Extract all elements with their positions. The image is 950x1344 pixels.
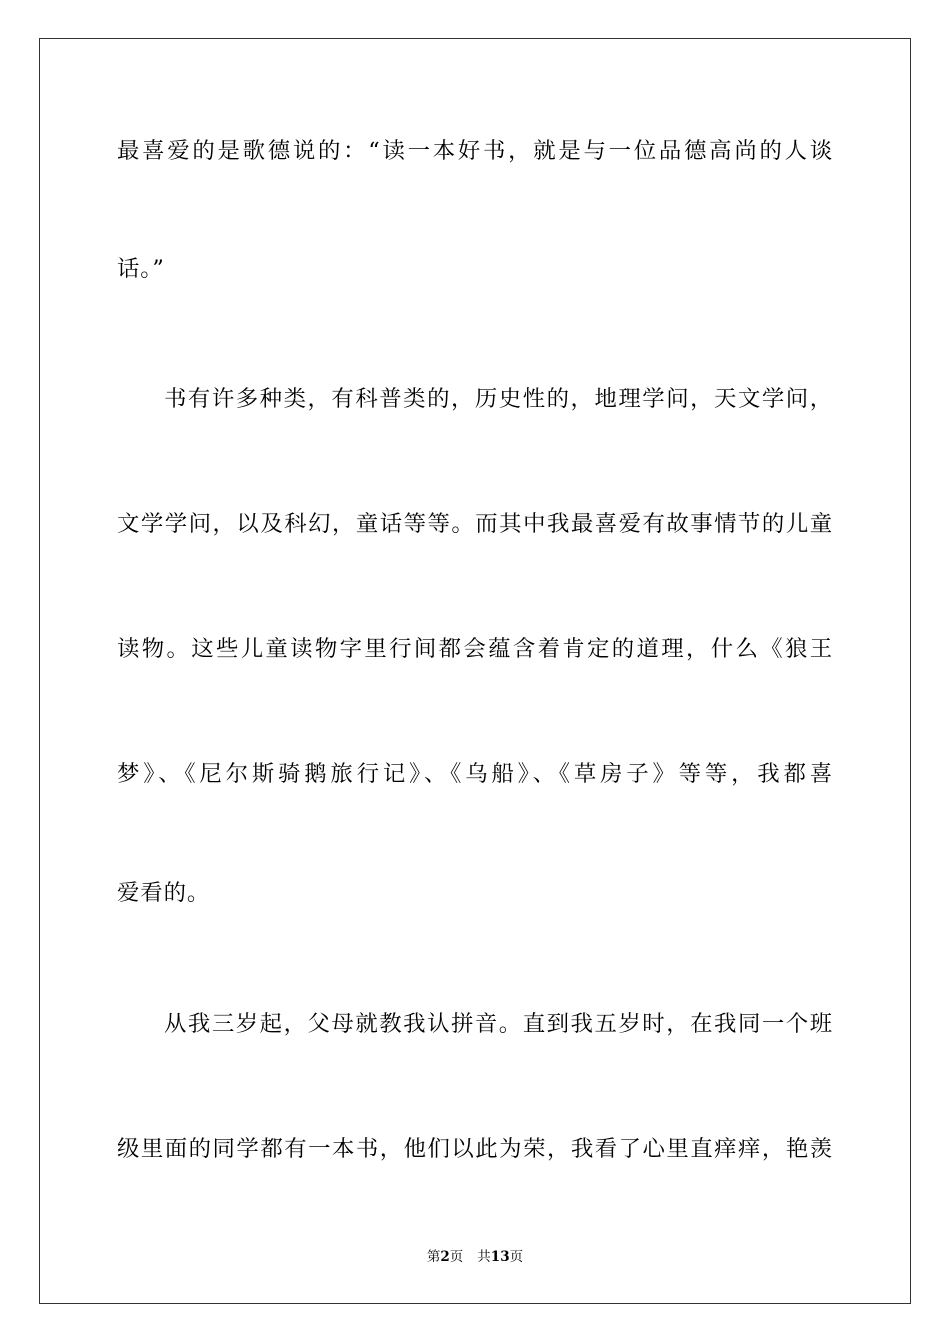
- text-line-8: 从我三岁起，父母就教我认拼音。直到我五岁时，在我同一个班: [164, 1011, 833, 1037]
- footer-total-suffix: 页: [509, 1249, 524, 1265]
- text-line-7: 爱看的。: [117, 880, 211, 906]
- text-line-9: 级里面的同学都有一本书，他们以此为荣，我看了心里直痒痒，艳羡: [117, 1136, 833, 1162]
- footer-page-prefix: 第: [426, 1249, 441, 1265]
- text-line-1: 最喜爱的是歌德说的：“读一本好书，就是与一位品德高尚的人谈: [117, 138, 833, 164]
- text-line-3: 书有许多种类，有科普类的，历史性的，地理学问，天文学问，: [164, 386, 833, 412]
- text-line-4: 文学学问，以及科幻，童话等等。而其中我最喜爱有故事情节的儿童: [117, 511, 833, 537]
- footer-page-suffix: 页: [449, 1249, 464, 1265]
- text-line-5: 读物。这些儿童读物字里行间都会蕴含着肯定的道理，什么《狼王: [117, 636, 833, 662]
- page-frame: [39, 38, 911, 1304]
- text-line-2: 话。”: [117, 256, 165, 282]
- footer-page-number: 2: [440, 1249, 450, 1265]
- footer-total-prefix: 共: [477, 1249, 491, 1265]
- footer-total-pages: 13: [490, 1249, 510, 1265]
- page-footer: [0, 1247, 950, 1267]
- text-line-6: 梦》、《尼尔斯骑鹅旅行记》、《乌船》、《草房子》等等，我都喜: [117, 761, 833, 787]
